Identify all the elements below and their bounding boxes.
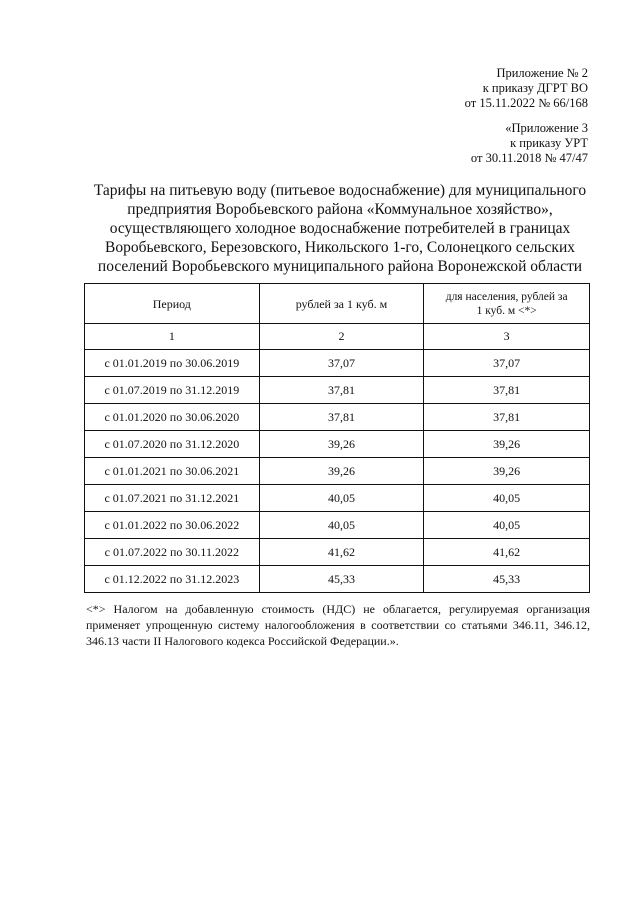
period-cell: с 01.07.2021 по 31.12.2021	[85, 485, 260, 512]
population-rate-cell: 45,33	[424, 566, 590, 593]
period-cell: с 01.01.2022 по 30.06.2022	[85, 512, 260, 539]
rate-cell: 41,62	[259, 539, 424, 566]
reference-line-2: к приказу УРТ	[510, 136, 588, 150]
header-population-rate-line-2: 1 куб. м <*>	[476, 304, 537, 317]
reference-header	[471, 121, 588, 166]
footnote: <*> Налогом на добавленную стоимость (НДС) не облагается, регулируемая организация применяет упрощенную систему налогообложения в соответствии со статьями 346.11, 346.12, 346.13 части II Налогового кодекса Российской Федерации.».	[86, 602, 590, 648]
table-row	[85, 539, 590, 566]
population-rate-cell: 37,81	[424, 377, 590, 404]
population-rate-cell: 39,26	[424, 431, 590, 458]
table-row	[85, 350, 590, 377]
period-cell: с 01.12.2022 по 31.12.2023	[85, 566, 260, 593]
table-row	[85, 512, 590, 539]
population-rate-cell: 39,26	[424, 458, 590, 485]
document-title	[60, 181, 620, 276]
table-row	[85, 431, 590, 458]
annex-line-2: к приказу ДГРТ ВО	[482, 81, 588, 95]
rate-cell: 39,26	[259, 431, 424, 458]
rate-cell: 39,26	[259, 458, 424, 485]
tariff-table	[84, 283, 590, 593]
column-number: 3	[424, 324, 590, 350]
table-row	[85, 485, 590, 512]
population-rate-cell: 37,07	[424, 350, 590, 377]
table-row	[85, 458, 590, 485]
reference-line-1: «Приложение 3	[505, 121, 588, 135]
period-cell: с 01.01.2019 по 30.06.2019	[85, 350, 260, 377]
period-cell: с 01.01.2020 по 30.06.2020	[85, 404, 260, 431]
rate-cell: 40,05	[259, 485, 424, 512]
title-line-4: Воробьевского, Березовского, Никольского 1-го, Солонецкого сельских	[104, 239, 576, 256]
header-rate: рублей за 1 куб. м	[259, 284, 424, 324]
title-line-2: предприятия Воробьевского района «Коммунальное хозяйство»,	[127, 201, 553, 218]
title-line-5: поселений Воробьевского муниципального района Воронежской области	[97, 258, 583, 275]
annex-header	[465, 66, 588, 111]
rate-cell: 40,05	[259, 512, 424, 539]
header-population-rate-line-1: для населения, рублей за	[445, 290, 568, 303]
population-rate-cell: 41,62	[424, 539, 590, 566]
rate-cell: 37,07	[259, 350, 424, 377]
rate-cell: 37,81	[259, 404, 424, 431]
annex-line-1: Приложение № 2	[496, 66, 588, 80]
title-line-1: Тарифы на питьевую воду (питьевое водоснабжение) для муниципального	[93, 182, 587, 199]
reference-line-3: от 30.11.2018 № 47/47	[470, 151, 588, 165]
rate-cell: 37,81	[259, 377, 424, 404]
title-line-3: осуществляющего холодное водоснабжение потребителей в границах	[109, 220, 571, 237]
annex-line-3: от 15.11.2022 № 66/168	[464, 96, 588, 110]
header-period: Период	[85, 284, 260, 324]
population-rate-cell: 40,05	[424, 485, 590, 512]
table-header-row	[85, 284, 590, 324]
table-row	[85, 377, 590, 404]
column-number: 1	[85, 324, 260, 350]
rate-cell: 45,33	[259, 566, 424, 593]
population-rate-cell: 37,81	[424, 404, 590, 431]
column-number: 2	[259, 324, 424, 350]
table-row	[85, 566, 590, 593]
period-cell: с 01.07.2019 по 31.12.2019	[85, 377, 260, 404]
population-rate-cell: 40,05	[424, 512, 590, 539]
period-cell: с 01.01.2021 по 30.06.2021	[85, 458, 260, 485]
period-cell: с 01.07.2020 по 31.12.2020	[85, 431, 260, 458]
period-cell: с 01.07.2022 по 30.11.2022	[85, 539, 260, 566]
table-row	[85, 404, 590, 431]
column-number-row	[85, 324, 590, 350]
header-population-rate	[424, 284, 590, 324]
